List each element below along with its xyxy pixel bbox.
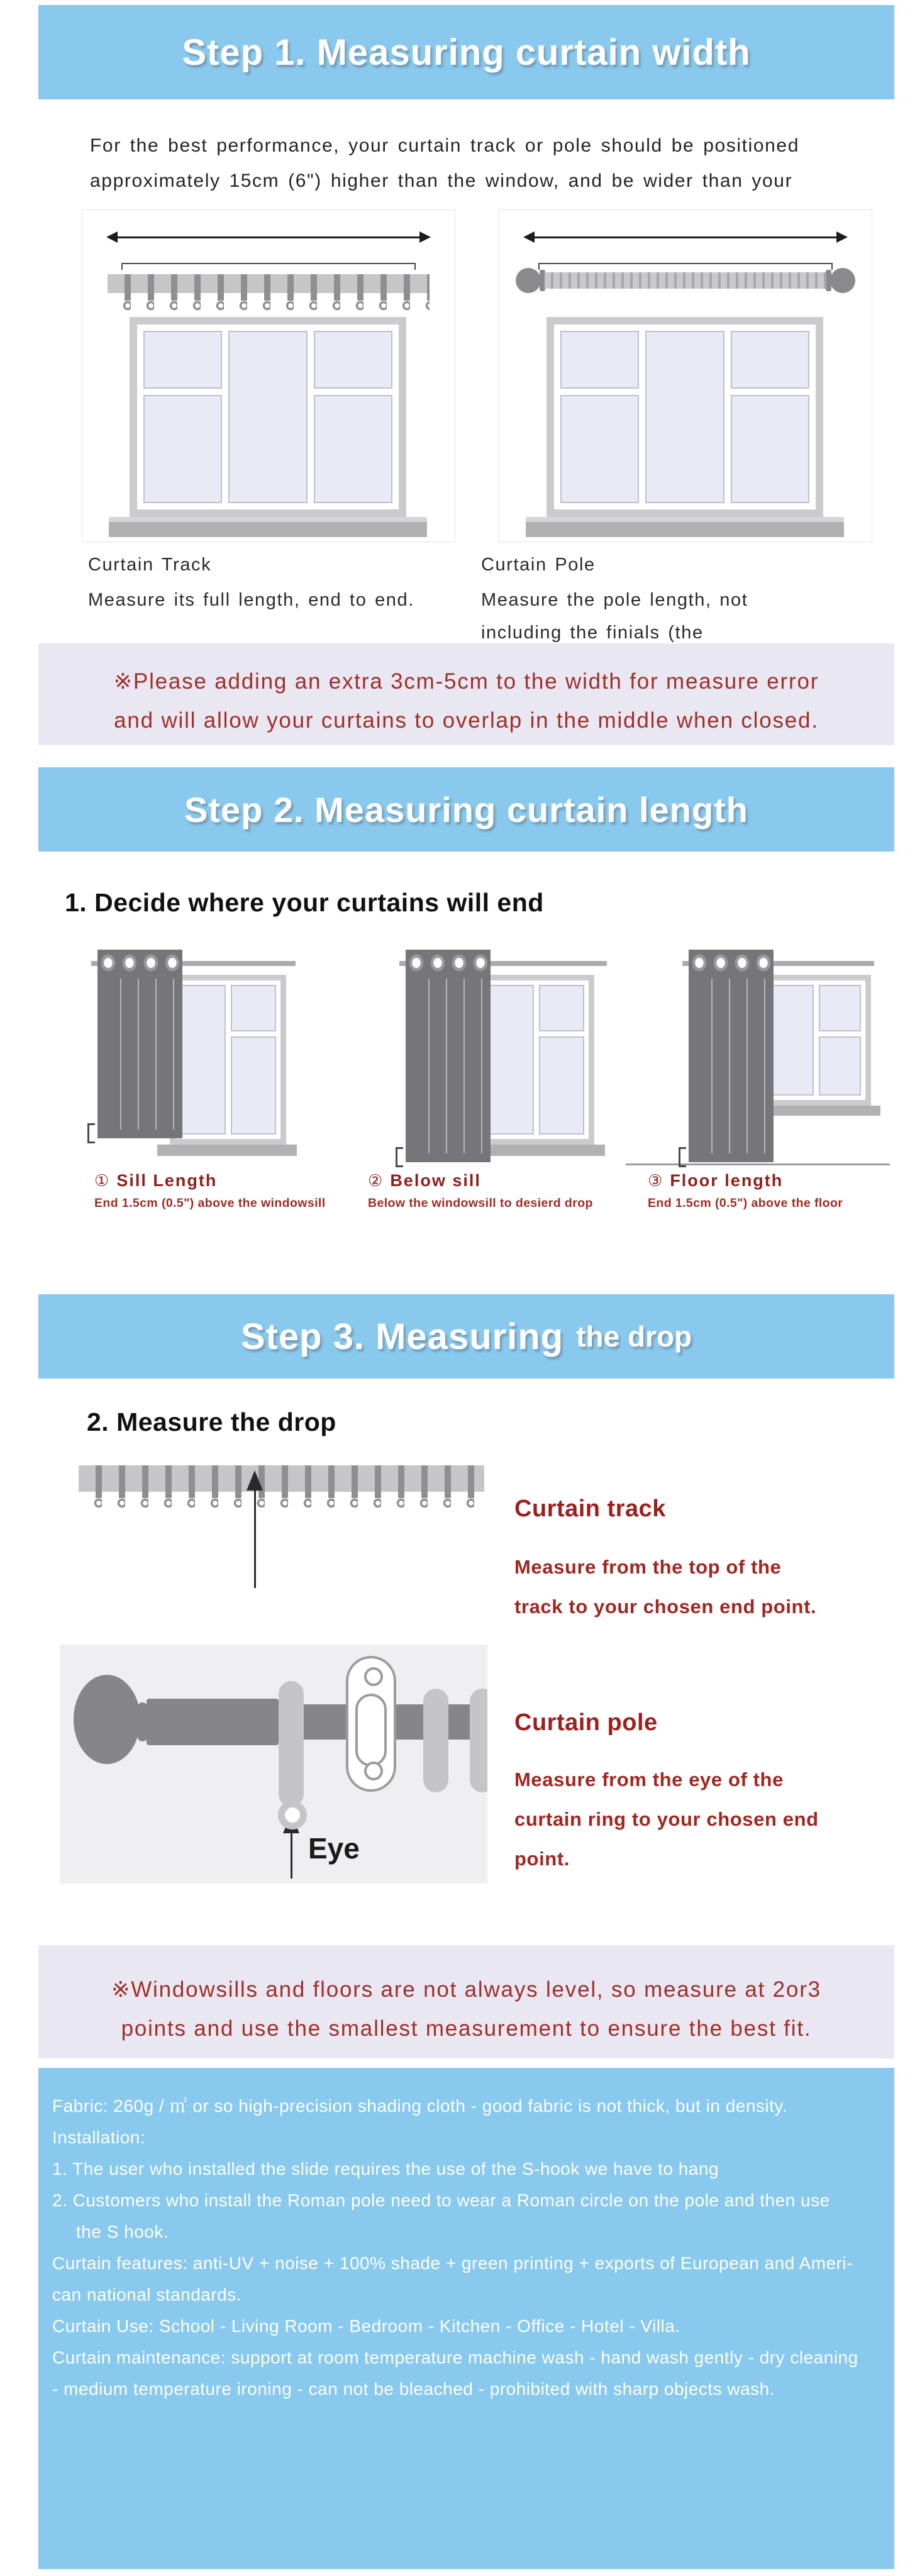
window-middle-column — [645, 331, 724, 503]
width-measure-note — [38, 643, 894, 745]
curtain-track-desc-line2: track to your chosen end point. — [514, 1596, 817, 1618]
window-left-column — [771, 985, 814, 1096]
curtain-pole-desc — [514, 1760, 819, 1879]
caption-title — [368, 1171, 593, 1191]
window-illustration — [478, 975, 594, 1145]
grommet-row — [97, 953, 182, 972]
curtain-pole-label-desc2: including the finials (the — [481, 623, 704, 643]
circled-number-3: ③ — [648, 1171, 664, 1190]
eye-label: Eye — [308, 1832, 360, 1865]
curtain-bottom-mark — [87, 1123, 95, 1143]
circled-number-2: ② — [368, 1171, 384, 1190]
curtain-panel — [97, 950, 182, 1138]
window-right-column — [314, 331, 392, 503]
window-illustration — [170, 975, 286, 1145]
footer-installation-step1: 1. The user who installed the slide requires the use of the S-hook we have to hang — [52, 2159, 719, 2179]
window-illustration — [547, 317, 823, 517]
window-pane — [143, 395, 222, 503]
window-left-column — [488, 985, 534, 1135]
pole-finial-right — [830, 268, 855, 293]
window-right-column — [539, 985, 585, 1135]
window-illustration — [761, 975, 871, 1106]
footer-features-line1: Curtain features: anti-UV + noise + 100% shade + green printing + exports of European and Ameri- — [52, 2253, 853, 2273]
window-right-column — [231, 985, 277, 1135]
pole-end-cap — [826, 270, 831, 291]
window-pane — [819, 1036, 862, 1096]
window-pane — [488, 985, 534, 1135]
curtain-track-rail — [108, 274, 430, 293]
curtain-pole-diagram — [499, 209, 872, 542]
curtain-pole-title: Curtain pole — [514, 1709, 658, 1736]
footer-installation-heading: Installation: — [52, 2128, 146, 2147]
curtain-pole-rod — [545, 272, 826, 289]
curtain-track-label-desc: Measure its full length, end to end. — [88, 590, 414, 610]
bracket-screw-bottom — [364, 1762, 383, 1780]
curtain-folds — [412, 979, 484, 1153]
window-left-column — [560, 331, 639, 503]
level-note-line2: points and use the smallest measurement to ensure the best fit. — [121, 2016, 812, 2041]
step2-banner-title: Step 2. Measuring curtain length — [184, 789, 749, 830]
measure-bracket-line — [121, 263, 416, 270]
windowsill-lip — [526, 517, 844, 522]
footer-installation-step2-cont: the S hook. — [76, 2222, 169, 2241]
curtain-track-desc-line1: Measure from the top of the — [514, 1556, 782, 1578]
width-note-line2: and will allow your curtains to overlap in the middle when closed. — [114, 708, 819, 733]
pole-finial-left — [516, 268, 541, 293]
caption-desc: End 1.5cm (0.5") above the windowsill — [94, 1196, 326, 1210]
window-pane — [731, 331, 809, 389]
grommet-row — [406, 953, 491, 972]
window-pane — [539, 985, 585, 1031]
step1-intro-line2: approximately 15cm (6") higher than the window, and be wider than your — [90, 170, 793, 191]
step2-banner — [38, 767, 894, 852]
step2-heading: 1. Decide where your curtains will end — [65, 888, 544, 917]
curtain-pole-desc-line3: point. — [514, 1848, 570, 1870]
window-pane — [231, 1036, 277, 1135]
track-glider-rings — [79, 1498, 484, 1508]
sill-length-caption — [94, 1171, 326, 1211]
footer-maintenance-line1: Curtain maintenance: support at room temperature machine wash - hand wash gently - dry cleaning — [52, 2348, 858, 2367]
ring-eye — [278, 1801, 307, 1829]
windowsill — [109, 522, 427, 537]
curtain-track-label — [88, 548, 414, 616]
below-sill-diagram — [343, 942, 616, 1172]
window-pane — [180, 985, 226, 1135]
curtain-folds — [695, 979, 767, 1153]
grommet-row — [689, 953, 774, 972]
track-hook-stems — [79, 1492, 484, 1498]
up-arrow-icon — [247, 1470, 263, 1491]
step3-banner — [38, 1294, 894, 1379]
curtain-pole-label — [481, 548, 748, 649]
curtain-ring — [279, 1681, 304, 1807]
pole-finial-ball — [74, 1675, 140, 1764]
track-hook-stems — [108, 293, 430, 301]
footer-maintenance-line2: - medium temperature ironing - can not be bleached - prohibited with sharp objects wash. — [52, 2379, 775, 2399]
curtain-bottom-mark — [679, 1147, 686, 1167]
curtain-track-label-title: Curtain Track — [88, 555, 212, 575]
window-pane — [314, 331, 392, 389]
window-left-column — [143, 331, 222, 503]
floor-length-caption — [648, 1171, 843, 1211]
caption-title-text: Floor length — [670, 1171, 784, 1190]
up-arrow-shaft — [254, 1491, 256, 1588]
windowsill-lip — [109, 517, 427, 522]
curtain-pole-label-title: Curtain Pole — [481, 555, 596, 575]
curtain-track-diagram — [82, 209, 455, 542]
window-pane — [819, 985, 862, 1031]
step1-banner — [38, 5, 894, 99]
curtain-ring — [470, 1689, 487, 1792]
curtain-track-desc — [514, 1547, 816, 1626]
window-middle-column — [228, 331, 307, 503]
up-arrow-shaft — [291, 1833, 292, 1879]
window-right-column — [819, 985, 862, 1096]
caption-desc: End 1.5cm (0.5") above the floor — [648, 1196, 843, 1210]
bracket-screw-top — [364, 1667, 383, 1686]
below-sill-caption — [368, 1171, 593, 1211]
curtain-pole-eye-diagram — [60, 1645, 487, 1884]
caption-title-text: Sill Length — [116, 1171, 218, 1190]
window-pane — [560, 395, 639, 503]
window-pane — [143, 331, 222, 389]
window-pane — [539, 1036, 585, 1135]
track-glider-rings — [108, 301, 430, 311]
window-pane — [731, 395, 809, 503]
step3-banner-subtitle: the drop — [576, 1320, 692, 1353]
wall-bracket-center — [355, 1694, 387, 1767]
windowsill — [526, 522, 844, 537]
caption-title — [94, 1171, 326, 1191]
window-left-column — [180, 985, 226, 1135]
window-right-column — [731, 331, 809, 503]
curtain-pole-desc-line1: Measure from the eye of the — [514, 1768, 784, 1790]
width-double-arrow-icon — [534, 236, 837, 238]
window-pane — [228, 331, 307, 503]
sill-length-diagram — [35, 942, 305, 1172]
width-double-arrow-icon — [117, 236, 420, 238]
step1-banner-title: Step 1. Measuring curtain width — [182, 31, 751, 73]
caption-title — [648, 1171, 843, 1191]
width-note-line1: ※Please adding an extra 3cm-5cm to the width for measure error — [113, 669, 819, 694]
curtain-folds — [104, 979, 176, 1130]
curtain-ring — [423, 1689, 448, 1792]
curtain-bottom-mark — [396, 1147, 403, 1167]
window-pane — [560, 331, 639, 389]
curtain-pole-label-desc1: Measure the pole length, not — [481, 590, 748, 610]
curtain-panel — [406, 950, 491, 1162]
curtain-pole-desc-line2: curtain ring to your chosen end — [514, 1808, 819, 1830]
window-pane — [645, 331, 724, 503]
circled-number-1: ① — [94, 1171, 111, 1190]
footer-use-line: Curtain Use: School - Living Room - Bedroom - Kitchen - Office - Hotel - Villa. — [52, 2316, 680, 2336]
footer-fabric-line: Fabric: 260g / ㎡ or so high-precision shading cloth - good fabric is not thick, but in density. — [52, 2096, 788, 2116]
step3-heading: 2. Measure the drop — [87, 1407, 336, 1436]
window-pane — [771, 985, 814, 1096]
step1-intro — [90, 128, 799, 199]
window-pane — [314, 395, 392, 503]
step3-banner-title: Step 3. Measuring — [240, 1316, 564, 1357]
window-illustration — [130, 317, 406, 517]
curtain-track-title: Curtain track — [514, 1496, 666, 1522]
level-note-line1: ※Windowsills and floors are not always level, so measure at 2or3 — [111, 1977, 821, 2002]
floor-line — [626, 1163, 890, 1165]
step1-intro-line1: For the best performance, your curtain track or pole should be positioned — [90, 135, 799, 156]
footer-installation-step2: 2. Customers who install the Roman pole need to wear a Roman circle on the pole and then use — [52, 2190, 830, 2210]
level-measure-note — [38, 1945, 894, 2058]
caption-title-text: Below sill — [390, 1171, 481, 1190]
windowsill — [157, 1145, 297, 1156]
product-details-footer — [38, 2068, 894, 2569]
floor-length-diagram — [626, 942, 890, 1172]
footer-features-line2: can national standards. — [52, 2285, 242, 2304]
measure-bracket-line — [538, 263, 833, 270]
window-pane — [231, 985, 277, 1031]
caption-desc: Below the windowsill to desierd drop — [368, 1196, 593, 1210]
curtain-panel — [689, 950, 774, 1162]
curtain-track-rail — [79, 1465, 484, 1492]
